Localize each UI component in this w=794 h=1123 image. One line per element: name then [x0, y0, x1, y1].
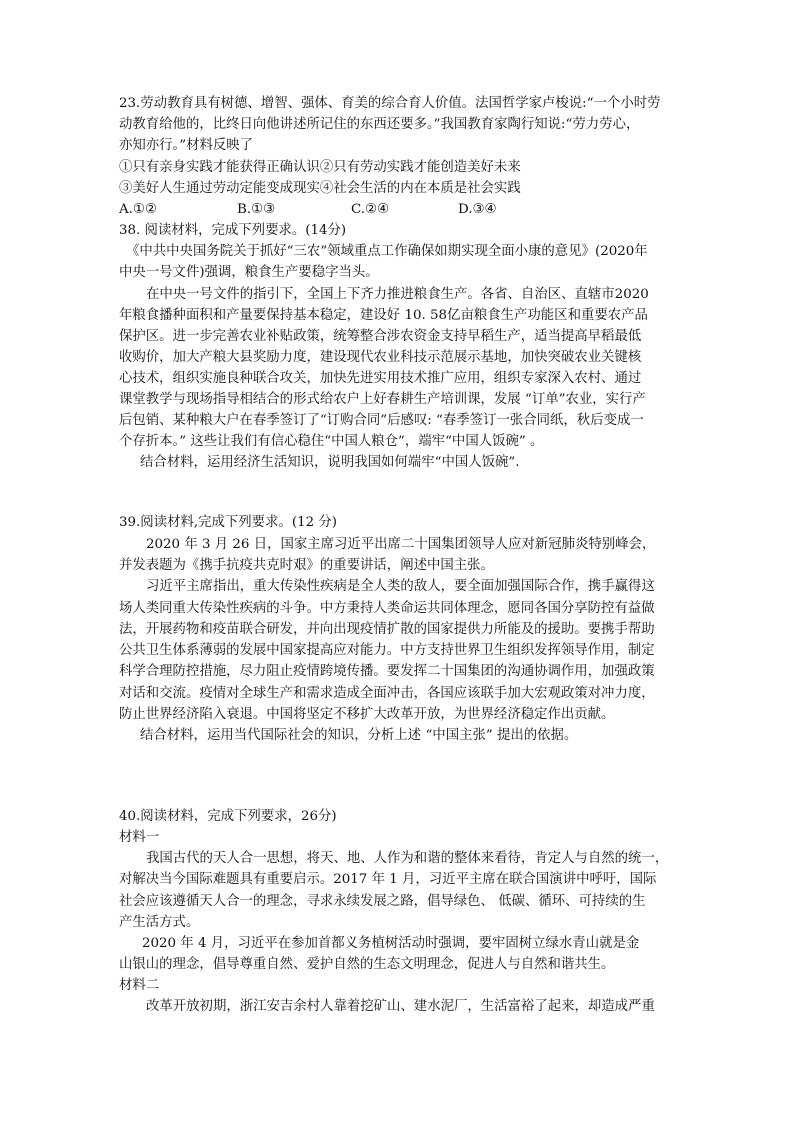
q23-statements-line-1: ①只有亲身实践才能获得正确认识②只有劳动实践才能创造美好未来 [119, 160, 521, 175]
q38-material-line-4: 年粮食播种面积和产量要保持基本稳定，建设好 10. 58亿亩粮食生产功能区和重要农产品 [119, 308, 648, 323]
q39-material-line-6: 公共卫生体系薄弱的发展中国家提高应对能力。中方支持世界卫生组织发挥领导作用，制定 [119, 643, 655, 658]
q23-stem-line-3: 亦知亦行。”材料反映了 [119, 138, 254, 153]
q23-options [119, 200, 497, 220]
q23-option-d: D.③④ [458, 202, 497, 217]
q38-material-line-2: 中央一号文件)强调，粮食生产要稳字当头。 [119, 265, 379, 280]
q38-material-line-8: 课堂教学与现场指导相结合的形式给农户上好春耕生产培训课，发展 “订单”农业，实行产 [119, 392, 646, 407]
q39-material-line-2: 并发表题为《携手抗疫共克时艰》的重要讲话，阐述中国主张。 [119, 558, 494, 573]
q40-material-line-1: 我国古代的天人合一思想，将天、地、人作为和谐的整体来看待，肯定人与自然的统一， [146, 851, 669, 866]
q40-material-line-2: 对解决当今国际难题具有重要启示。2017 年 1 月，习近平主席在联合国演讲中呼吁，国际 [119, 872, 657, 887]
q38-material-line-9: 后包销、某种粮大户在春季签订了“订购合同”后感叹: “春季签订一张合同纸，秋后变成一 [119, 413, 644, 428]
q40-heading: 40.阅读材料，完成下列要求，26分) [119, 809, 337, 824]
q40-material-line-5: 2020 年 4 月，习近平在参加首都义务植树活动时强调，要牢固树立绿水青山就是金 [142, 936, 640, 951]
q40-material-line-6: 山银山的理念，倡导尊重自然、爱护自然的生态文明理念，促进人与自然和谐共生。 [119, 957, 615, 972]
q38-material-line-10: 个存折本。” 这些让我们有信心稳住“中国人粮仓”，端牢“中国人饭碗” 。 [119, 434, 544, 449]
q40-material-line-3: 社会应该遵循天人合一的理念，寻求永续发展之路，倡导绿色、 低碳、循环、可持续的生 [119, 894, 646, 909]
q39-prompt: 结合材料，运用当代国际社会的知识，分析上述 “中国主张” 提出的依据。 [140, 728, 578, 743]
q23-statements-line-2: ③美好人生通过劳动定能变成现实④社会生活的内在本质是社会实践 [119, 181, 521, 196]
q23-option-c: C.②④ [351, 202, 390, 217]
q23-stem-line-2: 动教育给他的，比终日向他讲述所记住的东西还要多。”我国教育家陶行知说:“劳力劳心， [119, 117, 640, 132]
q23-option-b: B.①③ [237, 202, 276, 217]
q38-material-line-6: 收购价，加大产粮大县奖励力度，建设现代农业科技示范展示基地，加快突破农业关键核 [119, 350, 642, 365]
q39-material-line-9: 防止世界经济陷入衰退。中国将坚定不移扩大改革开放，为世界经济稳定作出贡献。 [119, 707, 615, 722]
q40-material-line-4: 产生活方式。 [119, 915, 200, 930]
q38-heading: 38. 阅读材料，完成下列要求。(14分) [119, 223, 347, 238]
q40-material-line-7: 改革开放初期，浙江安吉余村人靠着挖矿山、建水泥厂，生活富裕了起来，却造成严重 [146, 999, 655, 1014]
q39-material-line-4: 场人类同重大传染性疾病的斗争。中方秉持人类命运共同体理念，愿同各国分享防控有益做 [119, 601, 655, 616]
q39-material-line-7: 科学合理防控措施，尽力阻止疫情跨境传播。要发挥二十国集团的沟通协调作用，加强政策 [119, 664, 655, 679]
q38-material-line-1: 《中共中央国务院关于抓好“三农”领域重点工作确保如期实现全面小康的意见》(2020年 [126, 244, 648, 259]
q23-option-a: A.①② [119, 202, 157, 217]
q38-material-line-5: 保护区。进一步完善农业补贴政策，统筹整合涉农资金支持早稻生产，适当提高早稻最低 [119, 329, 642, 344]
q40-material-2-label: 材料二 [119, 978, 160, 993]
q39-material-line-3: 习近平主席指出，重大传染性疾病是全人类的敌人，要全面加强国际合作，携手赢得这 [146, 579, 655, 594]
q39-material-line-1: 2020 年 3 月 26 日，国家主席习近平出席二十国集团领导人应对新冠肺炎特别峰会， [146, 537, 656, 552]
q38-material-line-3: 在中央一号文件的指引下，全国上下齐力推进粮食生产。各省、自治区、直辖市2020 [146, 287, 649, 302]
q23-stem-line-1: 23.劳动教育具有树德、增智、强体、育美的综合育人价值。法国哲学家卢梭说:“一个小时劳 [119, 96, 661, 111]
q39-material-line-5: 法，开展药物和疫苗联合研发，并向出现疫情扩散的国家提供力所能及的援助。要携手帮助 [119, 622, 655, 637]
q39-heading: 39.阅读材料,完成下列要求。(12 分) [119, 515, 337, 530]
q40-material-1-label: 材料一 [119, 830, 160, 845]
q39-material-line-8: 对话和交流。疫情对全球生产和需求造成全面冲击，各国应该联手加大宏观政策对冲力度， [119, 686, 655, 701]
q38-prompt: 结合材料，运用经济生活知识，说明我国如何端牢“中国人饭碗”. [140, 455, 520, 470]
q38-material-line-7: 心技术，组织实施良种联合攻关，加快先进实用技术推广应用，组织专家深入农村、通过 [119, 371, 642, 386]
